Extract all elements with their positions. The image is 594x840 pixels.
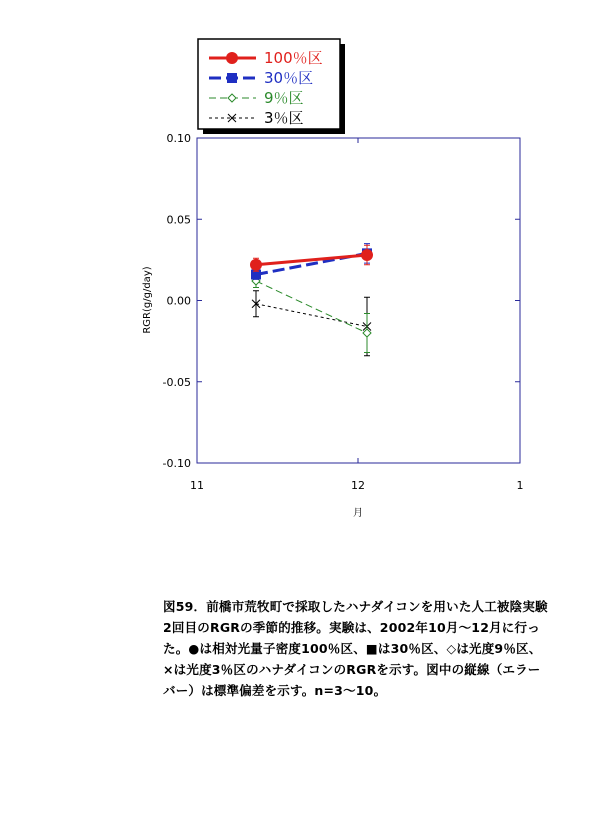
x-tick-label: 1 — [516, 479, 524, 492]
legend — [198, 39, 345, 134]
legend-label: 3％区 — [264, 109, 304, 127]
legend-label: 9％区 — [264, 89, 304, 107]
series-diamond — [252, 275, 371, 353]
y-tick-label: 0.10 — [166, 132, 191, 145]
y-axis-title: RGR(g/g/day) — [142, 266, 153, 334]
series-layer — [250, 244, 373, 356]
y-tick-label: 0.00 — [166, 294, 191, 308]
series-square — [251, 244, 372, 280]
x-tick-label: 12 — [351, 479, 365, 492]
y-tick-label: -0.05 — [162, 375, 191, 389]
y-tick-label: -0.10 — [162, 457, 191, 470]
figure-caption: 図59．前橋市荒牧町で採取したハナダイコンを用いた人工被陰実験2回目のRGRの季節的推移。実験は、2002年10月～12月に行った。●は相対光量子密度100％区、■は30％区、◇は光度9％区、×は光度3％区のハナダイコンのRGRを示す。図中の縦線（エラーバー）は標準偏差を示す。n=3～10。 — [163, 599, 548, 698]
legend-marker — [227, 73, 237, 83]
x-axis — [190, 138, 524, 492]
x-tick-label: 11 — [190, 479, 204, 492]
data-point — [361, 249, 373, 261]
data-point — [250, 259, 262, 271]
y-tick-label: 0.05 — [166, 213, 191, 227]
legend-marker — [226, 52, 238, 64]
data-point — [363, 329, 371, 337]
series-x — [252, 291, 371, 356]
y-axis — [163, 132, 520, 470]
plot-area-frame — [197, 138, 520, 463]
x-axis-title: 月 — [353, 508, 363, 519]
legend-label: 100％区 — [264, 49, 323, 67]
series-circle — [250, 245, 373, 271]
legend-label: 30％区 — [264, 69, 314, 87]
series-line — [256, 281, 367, 333]
